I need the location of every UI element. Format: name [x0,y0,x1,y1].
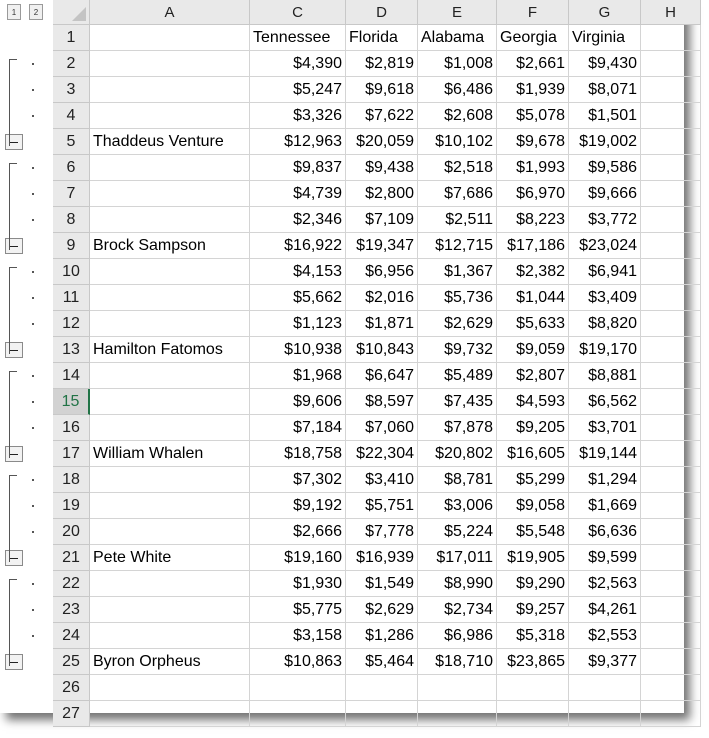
cell-g8[interactable]: $3,772 [569,207,641,233]
row-header-3[interactable]: 3 [53,77,90,103]
cell-g22[interactable]: $2,563 [569,571,641,597]
outline-level-2-button[interactable]: 2 [29,4,43,20]
row-header-8[interactable]: 8 [53,207,90,233]
cell-h27[interactable] [641,701,701,727]
cell-c17[interactable]: $18,758 [250,441,346,467]
outline-group-bracket [9,371,17,458]
cell-c27[interactable] [250,701,346,727]
cell-e3[interactable]: $6,486 [418,77,497,103]
cell-a3[interactable] [90,77,250,103]
cell-a10[interactable] [90,259,250,285]
cell-h6[interactable] [641,155,701,181]
outline-detail-dot [32,505,34,507]
cell-e12[interactable]: $2,629 [418,311,497,337]
cell-c22[interactable]: $1,930 [250,571,346,597]
row-header-10[interactable]: 10 [53,259,90,285]
cell-g27[interactable] [569,701,641,727]
row-header-20[interactable]: 20 [53,519,90,545]
cell-h9[interactable] [641,233,701,259]
cell-g4[interactable]: $1,501 [569,103,641,129]
cell-g20[interactable]: $6,636 [569,519,641,545]
cell-g21[interactable]: $9,599 [569,545,641,571]
cell-d2[interactable]: $2,819 [346,51,418,77]
cell-f7[interactable]: $6,970 [497,181,569,207]
cell-h10[interactable] [641,259,701,285]
column-header-g[interactable]: G [569,0,641,25]
cell-h19[interactable] [641,493,701,519]
outline-detail-dot [32,167,34,169]
cell-f10[interactable]: $2,382 [497,259,569,285]
cell-c7[interactable]: $4,739 [250,181,346,207]
cell-d18[interactable]: $3,410 [346,467,418,493]
cell-c10[interactable]: $4,153 [250,259,346,285]
cell-f2[interactable]: $2,661 [497,51,569,77]
row-header-24[interactable]: 24 [53,623,90,649]
outline-group-bracket [9,579,17,666]
cell-e26[interactable] [418,675,497,701]
cell-c18[interactable]: $7,302 [250,467,346,493]
cell-a17[interactable]: William Whalen [90,441,250,467]
cell-a23[interactable] [90,597,250,623]
cell-c1[interactable]: Tennessee [250,25,346,51]
row-header-13[interactable]: 13 [53,337,90,363]
cell-g5[interactable]: $19,002 [569,129,641,155]
cell-g7[interactable]: $9,666 [569,181,641,207]
column-header-e[interactable]: E [418,0,497,25]
outline-detail-dot [32,193,34,195]
cell-c11[interactable]: $5,662 [250,285,346,311]
row-header-4[interactable]: 4 [53,103,90,129]
cell-h18[interactable] [641,467,701,493]
cell-h4[interactable] [641,103,701,129]
cell-d14[interactable]: $6,647 [346,363,418,389]
cell-d22[interactable]: $1,549 [346,571,418,597]
cell-d26[interactable] [346,675,418,701]
cell-h14[interactable] [641,363,701,389]
cell-a14[interactable] [90,363,250,389]
cell-a9[interactable]: Brock Sampson [90,233,250,259]
cell-h23[interactable] [641,597,701,623]
cell-a21[interactable]: Pete White [90,545,250,571]
cell-g3[interactable]: $8,071 [569,77,641,103]
cell-a7[interactable] [90,181,250,207]
cell-a27[interactable] [90,701,250,727]
cell-f6[interactable]: $1,993 [497,155,569,181]
cell-d4[interactable]: $7,622 [346,103,418,129]
outline-group-bracket [9,475,17,562]
cell-h20[interactable] [641,519,701,545]
cell-f16[interactable]: $9,205 [497,415,569,441]
cell-h13[interactable] [641,337,701,363]
cell-a8[interactable] [90,207,250,233]
row-header-11[interactable]: 11 [53,285,90,311]
cell-c20[interactable]: $2,666 [250,519,346,545]
cell-e4[interactable]: $2,608 [418,103,497,129]
cell-d21[interactable]: $16,939 [346,545,418,571]
cell-d9[interactable]: $19,347 [346,233,418,259]
cell-a25[interactable]: Byron Orpheus [90,649,250,675]
row-header-23[interactable]: 23 [53,597,90,623]
cell-e11[interactable]: $5,736 [418,285,497,311]
outline-detail-dot [32,271,34,273]
outline-level-1-button[interactable]: 1 [7,4,21,20]
row-header-19[interactable]: 19 [53,493,90,519]
cell-e10[interactable]: $1,367 [418,259,497,285]
outline-detail-dot [32,583,34,585]
row-header-5[interactable]: 5 [53,129,90,155]
cell-h24[interactable] [641,623,701,649]
cell-d11[interactable]: $2,016 [346,285,418,311]
cell-c2[interactable]: $4,390 [250,51,346,77]
cell-e16[interactable]: $7,878 [418,415,497,441]
cell-f25[interactable]: $23,865 [497,649,569,675]
cell-e1[interactable]: Alabama [418,25,497,51]
cell-c23[interactable]: $5,775 [250,597,346,623]
cell-c19[interactable]: $9,192 [250,493,346,519]
cell-c26[interactable] [250,675,346,701]
outline-group-bracket [9,59,17,146]
cell-e5[interactable]: $10,102 [418,129,497,155]
cell-d10[interactable]: $6,956 [346,259,418,285]
cell-d15[interactable]: $8,597 [346,389,418,415]
cell-f5[interactable]: $9,678 [497,129,569,155]
cell-a24[interactable] [90,623,250,649]
cell-c25[interactable]: $10,863 [250,649,346,675]
cell-f13[interactable]: $9,059 [497,337,569,363]
row-header-25[interactable]: 25 [53,649,90,675]
cell-h8[interactable] [641,207,701,233]
cell-g13[interactable]: $19,170 [569,337,641,363]
column-header-d[interactable]: D [346,0,418,25]
row-header-16[interactable]: 16 [53,415,90,441]
cell-g6[interactable]: $9,586 [569,155,641,181]
cell-d16[interactable]: $7,060 [346,415,418,441]
outline-detail-dot [32,297,34,299]
outline-detail-dot [32,323,34,325]
cell-d6[interactable]: $9,438 [346,155,418,181]
row-header-7[interactable]: 7 [53,181,90,207]
cell-e22[interactable]: $8,990 [418,571,497,597]
cell-c6[interactable]: $9,837 [250,155,346,181]
cell-g15[interactable]: $6,562 [569,389,641,415]
cell-g25[interactable]: $9,377 [569,649,641,675]
cell-e9[interactable]: $12,715 [418,233,497,259]
cell-a20[interactable] [90,519,250,545]
cell-e8[interactable]: $2,511 [418,207,497,233]
cell-a19[interactable] [90,493,250,519]
cell-e23[interactable]: $2,734 [418,597,497,623]
cell-f24[interactable]: $5,318 [497,623,569,649]
cell-h1[interactable] [641,25,701,51]
outline-group-bracket [9,163,17,250]
cell-f18[interactable]: $5,299 [497,467,569,493]
cell-f3[interactable]: $1,939 [497,77,569,103]
cell-f27[interactable] [497,701,569,727]
cell-d20[interactable]: $7,778 [346,519,418,545]
row-header-2[interactable]: 2 [53,51,90,77]
cell-a16[interactable] [90,415,250,441]
cell-g24[interactable]: $2,553 [569,623,641,649]
cell-f15[interactable]: $4,593 [497,389,569,415]
cell-e6[interactable]: $2,518 [418,155,497,181]
cell-c21[interactable]: $19,160 [250,545,346,571]
cell-e24[interactable]: $6,986 [418,623,497,649]
cell-g17[interactable]: $19,144 [569,441,641,467]
outline-detail-dot [32,89,34,91]
cell-d8[interactable]: $7,109 [346,207,418,233]
cell-e18[interactable]: $8,781 [418,467,497,493]
cell-g1[interactable]: Virginia [569,25,641,51]
cell-f11[interactable]: $1,044 [497,285,569,311]
cell-g12[interactable]: $8,820 [569,311,641,337]
cell-g26[interactable] [569,675,641,701]
cell-d17[interactable]: $22,304 [346,441,418,467]
outline-detail-dot [32,531,34,533]
cell-c24[interactable]: $3,158 [250,623,346,649]
cell-f1[interactable]: Georgia [497,25,569,51]
row-header-14[interactable]: 14 [53,363,90,389]
cell-c13[interactable]: $10,938 [250,337,346,363]
cell-c16[interactable]: $7,184 [250,415,346,441]
cell-a18[interactable] [90,467,250,493]
outline-detail-dot [32,115,34,117]
cell-g9[interactable]: $23,024 [569,233,641,259]
cell-f17[interactable]: $16,605 [497,441,569,467]
cell-c8[interactable]: $2,346 [250,207,346,233]
cell-h17[interactable] [641,441,701,467]
row-header-26[interactable]: 26 [53,675,90,701]
column-header-a[interactable]: A [90,0,250,25]
cell-d5[interactable]: $20,059 [346,129,418,155]
row-header-15[interactable]: 15 [53,389,90,415]
cell-f21[interactable]: $19,905 [497,545,569,571]
cell-h26[interactable] [641,675,701,701]
cell-c12[interactable]: $1,123 [250,311,346,337]
cell-d23[interactable]: $2,629 [346,597,418,623]
cell-d13[interactable]: $10,843 [346,337,418,363]
cell-g14[interactable]: $8,881 [569,363,641,389]
cell-f23[interactable]: $9,257 [497,597,569,623]
cell-f26[interactable] [497,675,569,701]
cell-d27[interactable] [346,701,418,727]
cell-h3[interactable] [641,77,701,103]
cell-d12[interactable]: $1,871 [346,311,418,337]
cell-e15[interactable]: $7,435 [418,389,497,415]
cell-a12[interactable] [90,311,250,337]
cell-a6[interactable] [90,155,250,181]
cell-h7[interactable] [641,181,701,207]
row-header-6[interactable]: 6 [53,155,90,181]
cell-h16[interactable] [641,415,701,441]
outline-detail-dot [32,63,34,65]
cell-f9[interactable]: $17,186 [497,233,569,259]
cell-g19[interactable]: $1,669 [569,493,641,519]
outline-detail-dot [32,479,34,481]
cell-e21[interactable]: $17,011 [418,545,497,571]
cell-e25[interactable]: $18,710 [418,649,497,675]
cell-f4[interactable]: $5,078 [497,103,569,129]
cell-f12[interactable]: $5,633 [497,311,569,337]
cell-c5[interactable]: $12,963 [250,129,346,155]
cell-c4[interactable]: $3,326 [250,103,346,129]
cell-c3[interactable]: $5,247 [250,77,346,103]
row-header-12[interactable]: 12 [53,311,90,337]
cell-e17[interactable]: $20,802 [418,441,497,467]
cell-a22[interactable] [90,571,250,597]
cell-e13[interactable]: $9,732 [418,337,497,363]
row-header-9[interactable]: 9 [53,233,90,259]
select-all-corner[interactable] [53,0,90,25]
cell-c14[interactable]: $1,968 [250,363,346,389]
cell-g2[interactable]: $9,430 [569,51,641,77]
cell-a2[interactable] [90,51,250,77]
cell-f20[interactable]: $5,548 [497,519,569,545]
row-header-18[interactable]: 18 [53,467,90,493]
cell-e20[interactable]: $5,224 [418,519,497,545]
cell-e19[interactable]: $3,006 [418,493,497,519]
column-header-c[interactable]: C [250,0,346,25]
cell-d19[interactable]: $5,751 [346,493,418,519]
cell-d25[interactable]: $5,464 [346,649,418,675]
cell-a5[interactable]: Thaddeus Venture [90,129,250,155]
outline-detail-dot [32,609,34,611]
cell-g10[interactable]: $6,941 [569,259,641,285]
cell-e14[interactable]: $5,489 [418,363,497,389]
cell-d24[interactable]: $1,286 [346,623,418,649]
cell-h5[interactable] [641,129,701,155]
cell-f22[interactable]: $9,290 [497,571,569,597]
cell-a13[interactable]: Hamilton Fatomos [90,337,250,363]
cell-g18[interactable]: $1,294 [569,467,641,493]
cell-h15[interactable] [641,389,701,415]
cell-c15[interactable]: $9,606 [250,389,346,415]
cell-f8[interactable]: $8,223 [497,207,569,233]
cell-d3[interactable]: $9,618 [346,77,418,103]
row-header-17[interactable]: 17 [53,441,90,467]
cell-g23[interactable]: $4,261 [569,597,641,623]
cell-a1[interactable] [90,25,250,51]
outline-detail-dot [32,635,34,637]
cell-h2[interactable] [641,51,701,77]
cell-g11[interactable]: $3,409 [569,285,641,311]
cell-a11[interactable] [90,285,250,311]
cell-d7[interactable]: $2,800 [346,181,418,207]
row-header-22[interactable]: 22 [53,571,90,597]
outline-detail-dot [32,401,34,403]
cell-g16[interactable]: $3,701 [569,415,641,441]
cell-h12[interactable] [641,311,701,337]
column-header-f[interactable]: F [497,0,569,25]
cell-e27[interactable] [418,701,497,727]
cell-f19[interactable]: $9,058 [497,493,569,519]
outline-detail-dot [32,375,34,377]
row-header-21[interactable]: 21 [53,545,90,571]
cell-h11[interactable] [641,285,701,311]
cell-c9[interactable]: $16,922 [250,233,346,259]
cell-h25[interactable] [641,649,701,675]
cell-e7[interactable]: $7,686 [418,181,497,207]
cell-h21[interactable] [641,545,701,571]
cell-a4[interactable] [90,103,250,129]
row-header-27[interactable]: 27 [53,701,90,727]
outline-detail-dot [32,427,34,429]
cell-e2[interactable]: $1,008 [418,51,497,77]
row-header-1[interactable]: 1 [53,25,90,51]
cell-a15[interactable] [90,389,250,415]
cell-d1[interactable]: Florida [346,25,418,51]
cell-f14[interactable]: $2,807 [497,363,569,389]
cell-a26[interactable] [90,675,250,701]
outline-detail-dot [32,219,34,221]
outline-group-bracket [9,267,17,354]
cell-h22[interactable] [641,571,701,597]
column-header-h[interactable]: H [641,0,701,25]
